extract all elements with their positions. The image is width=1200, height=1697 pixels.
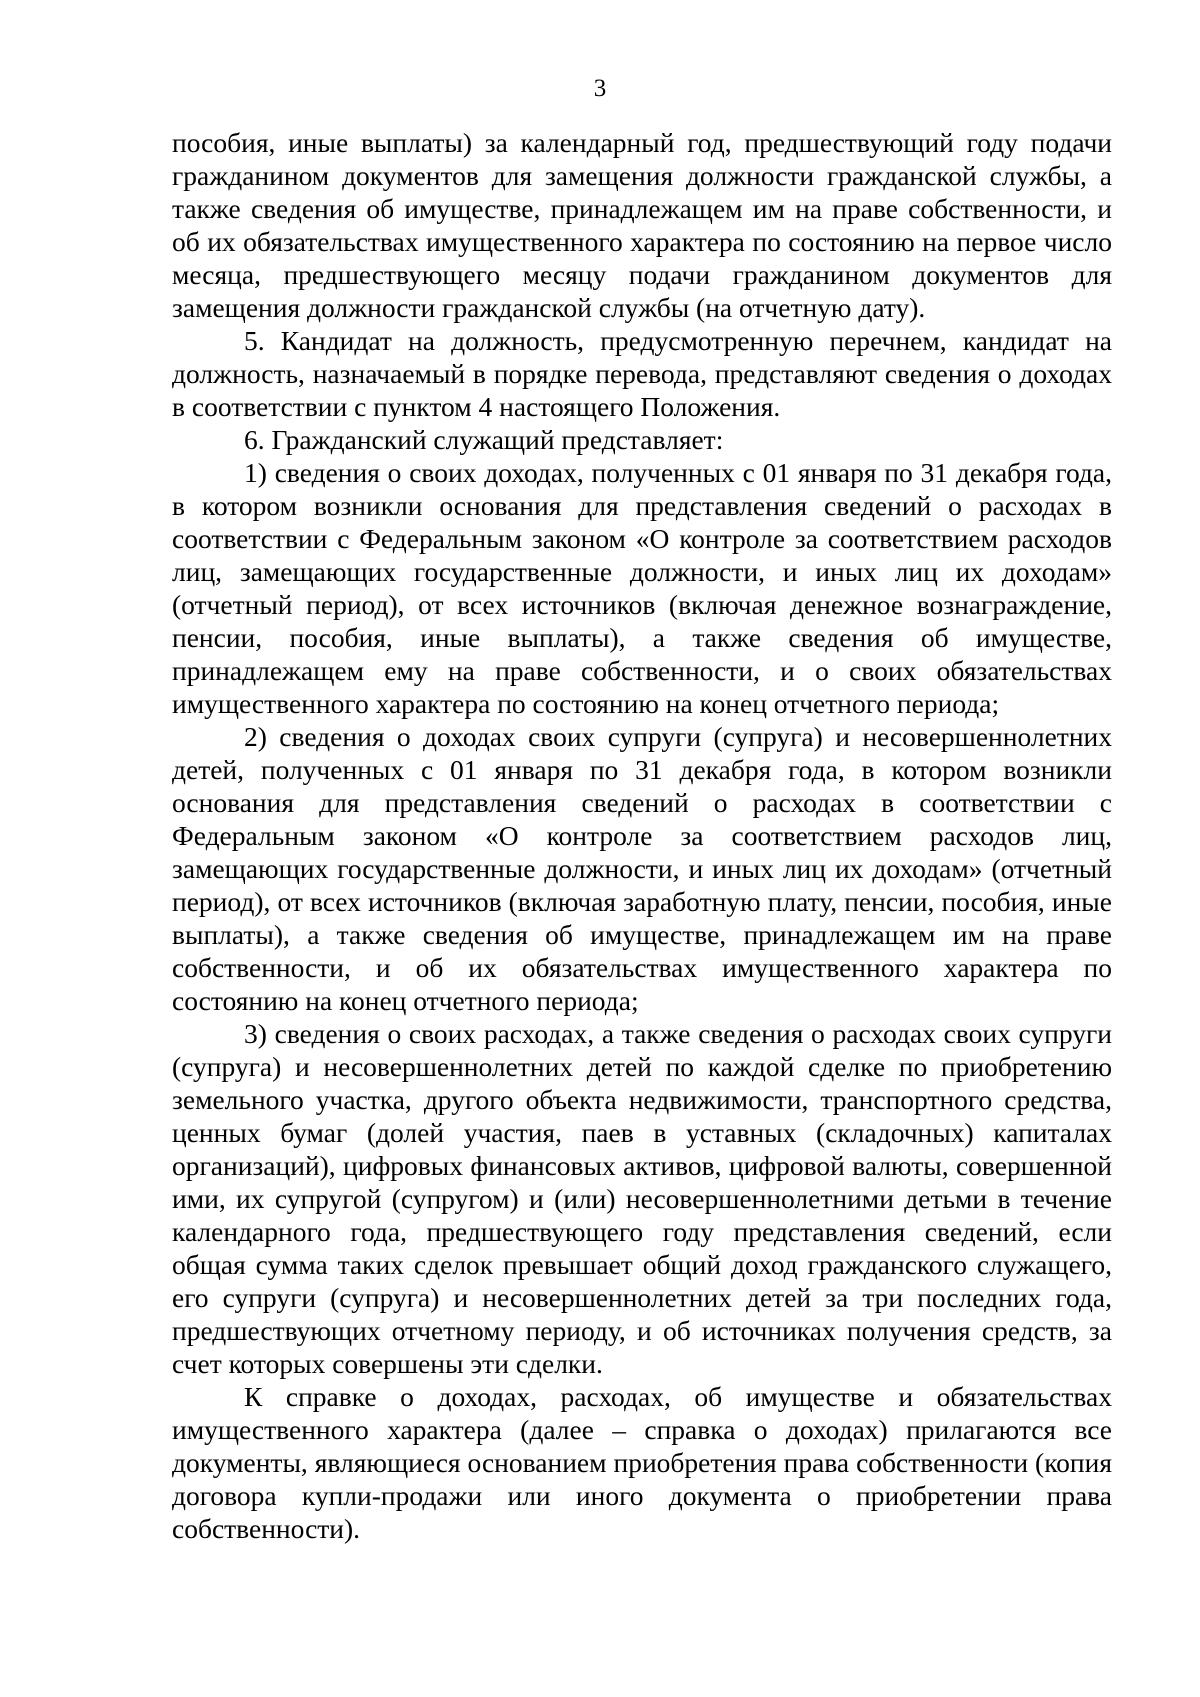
paragraph-subitem-2: 2) сведения о доходах своих супруги (супруга) и несовершеннолетних детей, полученных с 01 января по 31 декабря года, в котором возникли основания для представления сведений о расходах в соответствии с Федеральным законом «О контроле за соответствием расходов лиц, замещающих государственные должности, и иных лиц их доходам» (отчетный период), от всех источников (включая заработную плату, пенсии, пособия, иные выплаты), а также сведения об имуществе, принадлежащем им на праве собственности, и об их обязательствах имущественного характера по состоянию на конец отчетного периода; bbox=[172, 721, 1112, 1016]
paragraph-subitem-1: 1) сведения о своих доходах, полученных с 01 января по 31 декабря года, в котором возникли основания для представления сведений о расходах в соответствии с Федеральным законом «О контроле за соответствием расходов лиц, замещающих государственные должности, и иных лиц их доходам» (отчетный период), от всех источников (включая денежное вознаграждение, пенсии, пособия, иные выплаты), а также сведения об имуществе, принадлежащем ему на праве собственности, и о своих обязательствах имущественного характера по состоянию на конец отчетного периода; bbox=[172, 457, 1112, 719]
paragraph-item-6: 6. Гражданский служащий представляет: bbox=[244, 424, 724, 455]
page-number: 3 bbox=[593, 75, 607, 102]
paragraph-continuation: пособия, иные выплаты) за календарный год, предшествующий году подачи гражданином документов для замещения должности гражданской службы, а также сведения об имуществе, принадлежащем им на праве собственности, и об их обязательствах имущественного характера по состоянию на первое число месяца, предшествующего месяцу подачи гражданином документов для замещения должности гражданской службы (на отчетную дату). bbox=[172, 127, 1112, 323]
paragraph-item-5: 5. Кандидат на должность, предусмотренную перечнем, кандидат на должность, назначаемый в порядке перевода, представляют сведения о доходах в соответствии с пунктом 4 настоящего Положения. bbox=[172, 325, 1112, 422]
paragraph-attachment-note: К справке о доходах, расходах, об имуществе и обязательствах имущественного характера (далее – справка о доходах) прилагаются все документы, являющиеся основанием приобретения права собственности (копия договора купли-продажи или иного документа о приобретении права собственности). bbox=[172, 1381, 1112, 1544]
paragraph-subitem-3: 3) сведения о своих расходах, а также сведения о расходах своих супруги (супруга) и несовершеннолетних детей по каждой сделке по приобретению земельного участка, другого объекта недвижимости, транспортного средства, ценных бумаг (долей участия, паев в уставных (складочных) капиталах организаций), цифровых финансовых активов, цифровой валюты, совершенной ими, их супругой (супругом) и (или) несовершеннолетними детьми в течение календарного года, предшествующего году представления сведений, если общая сумма таких сделок превышает общий доход гражданского служащего, его супруги (супруга) и несовершеннолетних детей за три последних года, предшествующих отчетному периоду, и об источниках получения средств, за счет которых совершены эти сделки. bbox=[172, 1018, 1112, 1379]
document-body bbox=[172, 126, 1112, 1545]
